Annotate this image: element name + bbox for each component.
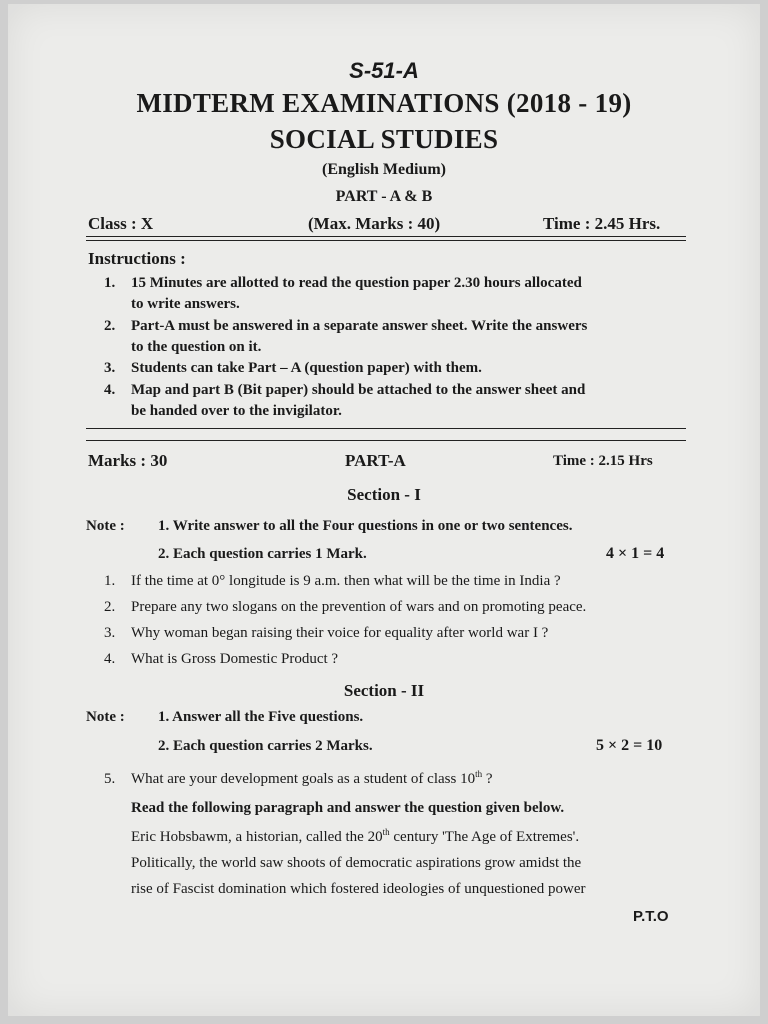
pto-label: P.T.O	[633, 908, 669, 925]
section-2-note-1: 1. Answer all the Five questions.	[158, 709, 364, 725]
medium-label: (English Medium)	[321, 161, 446, 178]
section-1-note-1: 1. Write answer to all the Four questions in one or two sentences.	[158, 518, 573, 534]
note-label: Note :	[86, 709, 125, 725]
section-2-marks: 5 × 2 = 10	[596, 737, 663, 754]
instruction-num: 1.	[104, 275, 116, 291]
part-a-marks: Marks : 30	[88, 451, 168, 470]
paper-code: S-51-A	[349, 58, 419, 83]
section-2-title: Section - II	[343, 681, 425, 700]
class-label: Class : X	[88, 214, 154, 233]
instruction-text: Map and part B (Bit paper) should be attached to the answer sheet and	[131, 382, 586, 398]
header-rule-1	[86, 236, 686, 237]
question-text: Prepare any two slogans on the prevention of wars and on promoting peace.	[131, 599, 587, 615]
note-label: Note :	[86, 518, 125, 534]
instruction-num: 4.	[104, 382, 116, 398]
max-marks-label: (Max. Marks : 40)	[308, 214, 441, 233]
instruction-num: 2.	[104, 318, 116, 334]
question-num: 2.	[104, 599, 116, 615]
question-5-text: What are your development goals as a student of class 10th ?	[131, 769, 493, 787]
question-num: 3.	[104, 625, 116, 641]
instruction-text-cont: to the question on it.	[131, 339, 262, 355]
instruction-num: 3.	[104, 360, 116, 376]
question-num: 5.	[104, 771, 116, 787]
part-a-title: PART-A	[345, 451, 406, 470]
exam-title: MIDTERM EXAMINATIONS (2018 - 19)	[136, 88, 632, 118]
instruction-text-cont: to write answers.	[131, 296, 240, 312]
instructions-rule	[86, 428, 686, 429]
instruction-text-cont: be handed over to the invigilator.	[131, 403, 342, 419]
section-1-title: Section - I	[347, 485, 421, 504]
part-a-rule	[86, 440, 686, 441]
paragraph-line: Eric Hobsbawm, a historian, called the 20th century 'The Age of Extremes'.	[131, 827, 580, 845]
read-paragraph-heading: Read the following paragraph and answer the question given below.	[131, 800, 565, 816]
question-num: 1.	[104, 573, 116, 589]
question-text: Why woman began raising their voice for equality after world war I ?	[131, 625, 549, 641]
instruction-text: 15 Minutes are allotted to read the question paper 2.30 hours allocated	[131, 275, 582, 291]
section-1-note-2: 2. Each question carries 1 Mark.	[158, 546, 367, 562]
instructions-heading: Instructions :	[88, 249, 186, 268]
part-a-time: Time : 2.15 Hrs	[553, 453, 653, 469]
paragraph-line: Politically, the world saw shoots of democratic aspirations grow amidst the	[131, 855, 582, 871]
question-text: What is Gross Domestic Product ?	[131, 651, 339, 667]
part-label: PART - A & B	[335, 188, 433, 205]
section-2-note-2: 2. Each question carries 2 Marks.	[158, 738, 373, 754]
header-rule-2	[86, 240, 686, 241]
section-1-marks: 4 × 1 = 4	[606, 545, 665, 562]
instruction-text: Students can take Part – A (question paper) with them.	[131, 360, 482, 376]
question-num: 4.	[104, 651, 116, 667]
instruction-text: Part-A must be answered in a separate answer sheet. Write the answers	[131, 318, 588, 334]
time-label: Time : 2.45 Hrs.	[543, 214, 661, 233]
paragraph-line: rise of Fascist domination which fostered ideologies of unquestioned power	[131, 881, 586, 897]
subject-title: SOCIAL STUDIES	[269, 124, 499, 154]
question-text: If the time at 0° longitude is 9 a.m. then what will be the time in India ?	[131, 573, 561, 589]
